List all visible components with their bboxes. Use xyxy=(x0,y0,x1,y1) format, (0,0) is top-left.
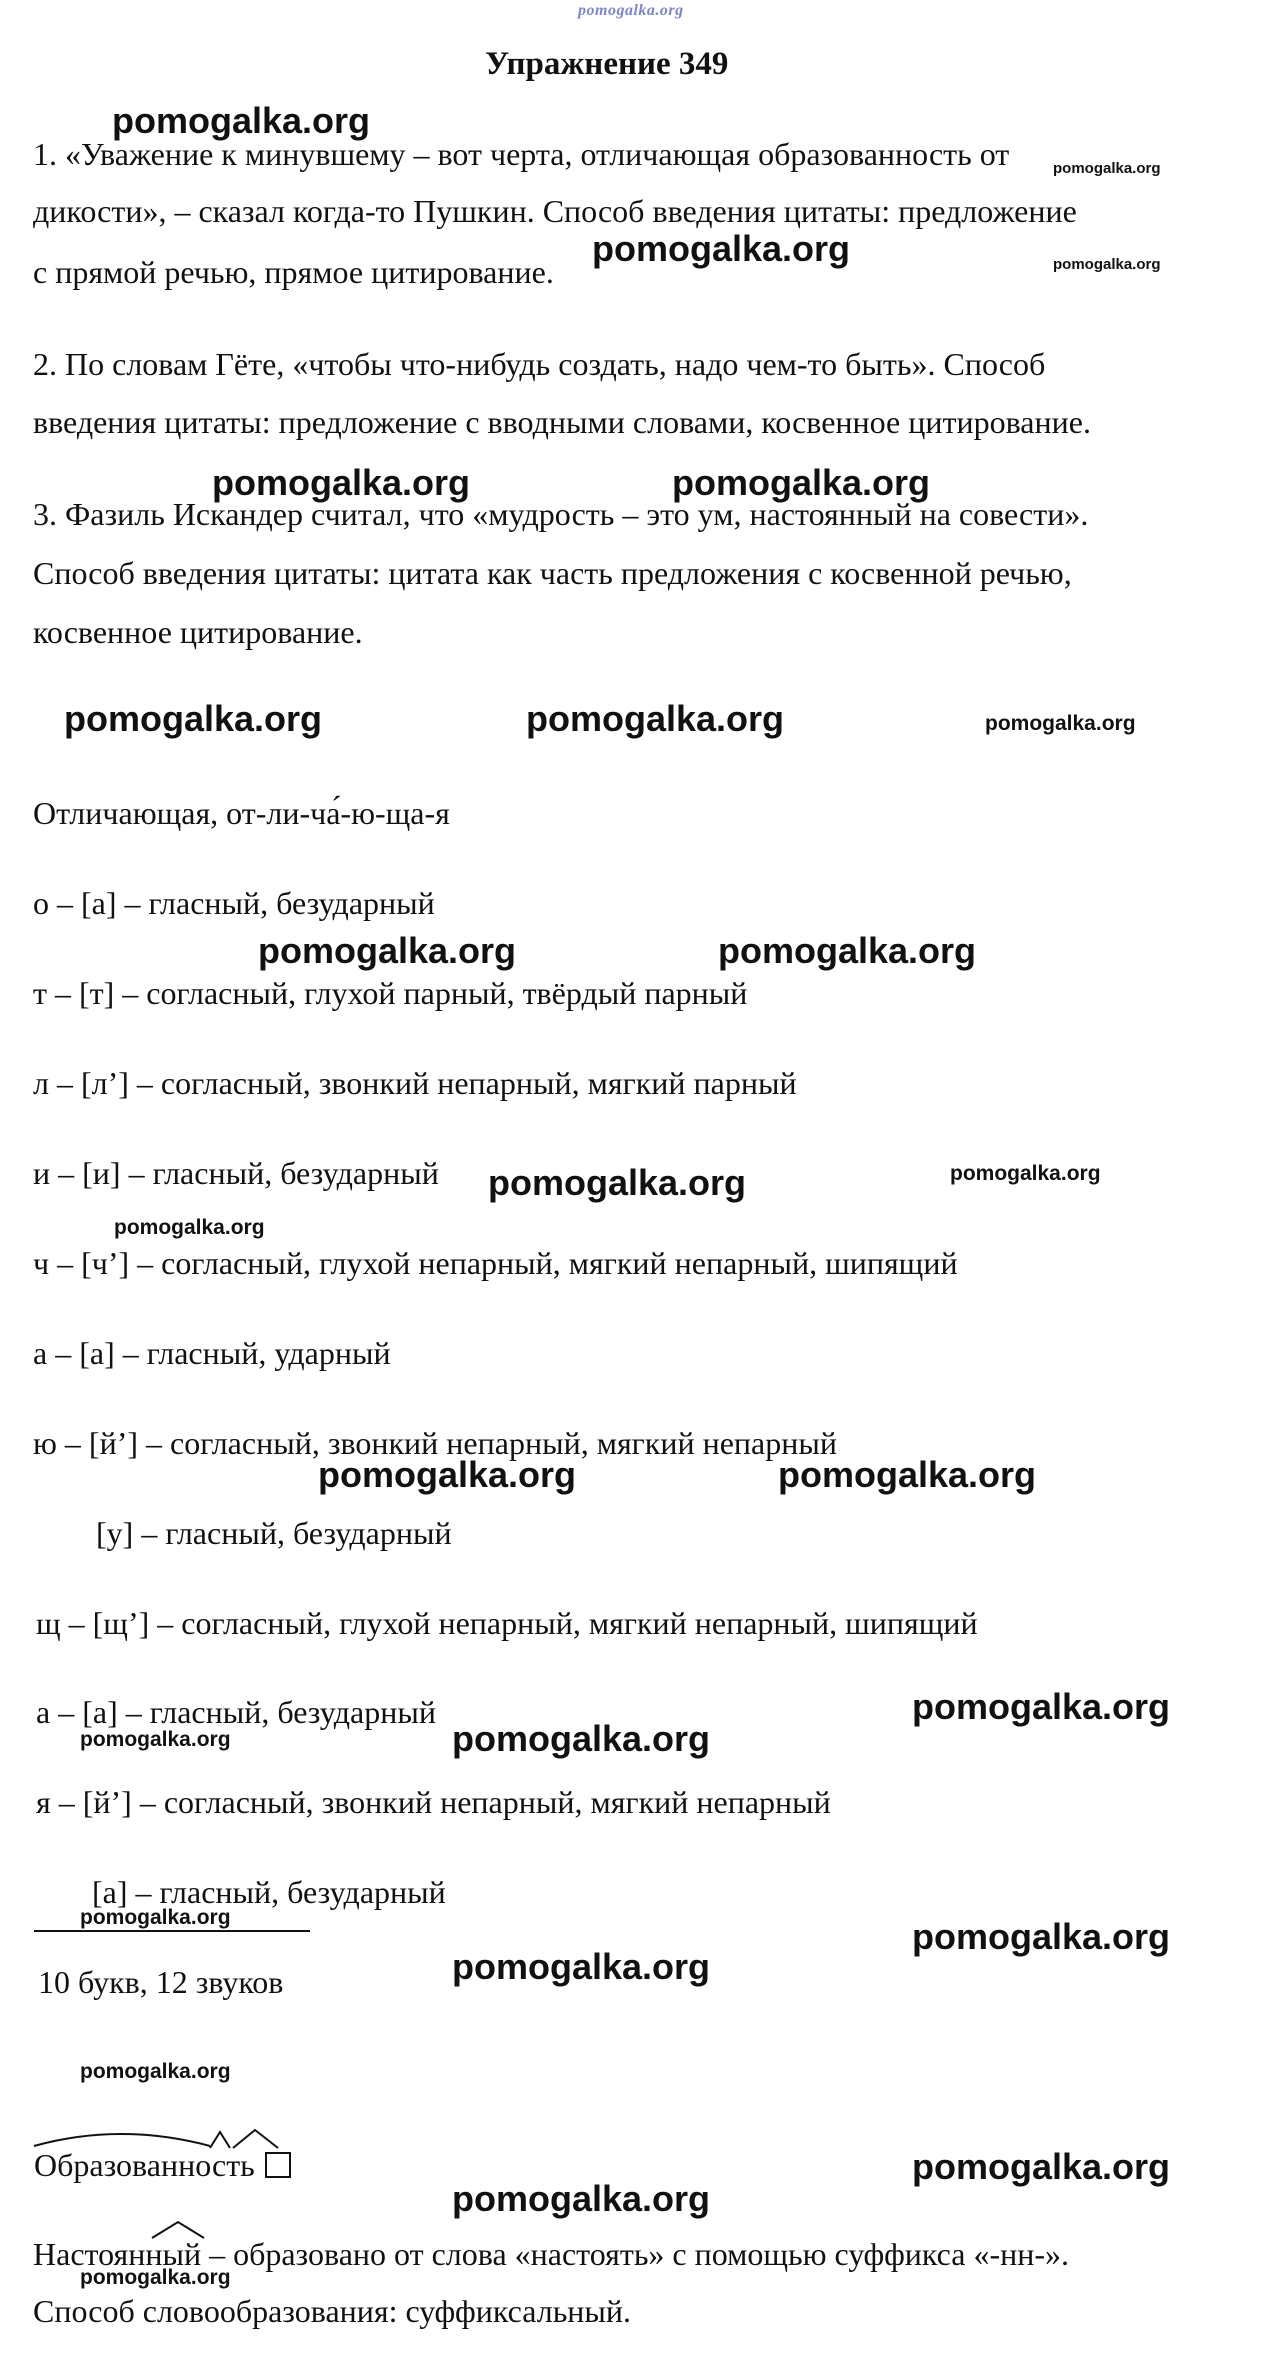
phonetic-line-8: [у] – гласный, безударный xyxy=(96,1515,452,1551)
phonetic-line-4: и – [и] – гласный, безударный xyxy=(33,1155,439,1191)
derivation-line-2: Способ словообразования: суффиксальный. xyxy=(33,2293,632,2329)
watermark: pomogalka.org xyxy=(718,930,977,971)
phonetic-word-line: Отличающая, от-ли-ча́-ю-ща-я xyxy=(33,795,450,831)
watermark: pomogalka.org xyxy=(452,2178,711,2219)
watermark: pomogalka.org xyxy=(258,930,517,971)
morpheme-marks-icon xyxy=(30,2124,300,2154)
paragraph-1-line-1: 1. «Уважение к минувшему – вот черта, отличающая образованность от xyxy=(33,136,1010,172)
watermark: pomogalka.org xyxy=(212,462,471,503)
watermark: pomogalka.org xyxy=(64,698,323,739)
watermark: pomogalka.org xyxy=(80,1728,231,1751)
site-link[interactable]: pomogalka.org xyxy=(578,2,684,19)
paragraph-1-line-3: с прямой речью, прямое цитирование. xyxy=(33,254,554,290)
ending-box-icon xyxy=(265,2152,291,2178)
phonetic-line-3: л – [л’] – согласный, звонкий непарный, мягкий парный xyxy=(33,1065,797,1101)
phonetic-line-10: а – [а] – гласный, безударный xyxy=(36,1694,436,1730)
phonetic-line-6: а – [а] – гласный, ударный xyxy=(33,1335,391,1371)
watermark: pomogalka.org xyxy=(112,100,371,141)
paragraph-3-line-2: Способ введения цитаты: цитата как часть предложения с косвенной речью, xyxy=(33,555,1072,591)
paragraph-2-line-2: введения цитаты: предложение с вводными словами, косвенное цитирование. xyxy=(33,404,1091,440)
morphemic-word-text: Образованность xyxy=(34,2147,255,2183)
watermark: pomogalka.org xyxy=(950,1162,1101,1185)
watermark: pomogalka.org xyxy=(526,698,785,739)
phonetic-line-11: я – [й’] – согласный, звонкий непарный, мягкий непарный xyxy=(36,1784,831,1820)
watermark: pomogalka.org xyxy=(778,1454,1037,1495)
watermark: pomogalka.org xyxy=(592,228,851,269)
phonetic-line-7: ю – [й’] – согласный, звонкий непарный, мягкий непарный xyxy=(33,1425,837,1461)
watermark: pomogalka.org xyxy=(672,462,931,503)
phonetic-line-5: ч – [ч’] – согласный, глухой непарный, мягкий непарный, шипящий xyxy=(33,1245,958,1281)
watermark: pomogalka.org xyxy=(912,2146,1171,2187)
watermark: pomogalka.org xyxy=(452,1718,711,1759)
derivation-line-1: Настоянный – образовано от слова «настоять» с помощью суффикса «-нн-». xyxy=(33,2236,1070,2272)
letters-sounds-summary: 10 букв, 12 звуков xyxy=(38,1964,284,2000)
watermark: pomogalka.org xyxy=(1053,160,1161,177)
phonetic-line-12: [а] – гласный, безударный xyxy=(92,1874,446,1910)
watermark: pomogalka.org xyxy=(80,2266,231,2289)
watermark: pomogalka.org xyxy=(80,2060,231,2083)
paragraph-2-line-1: 2. По словам Гёте, «чтобы что-нибудь создать, надо чем-то быть». Способ xyxy=(33,346,1046,382)
paragraph-3-line-1: 3. Фазиль Искандер считал, что «мудрость – это ум, настоянный на совести». xyxy=(33,496,1089,532)
phonetic-line-2: т – [т] – согласный, глухой парный, твёрдый парный xyxy=(33,975,748,1011)
page-title: Упражнение 349 xyxy=(485,46,729,82)
watermark: pomogalka.org xyxy=(452,1946,711,1987)
phonetic-line-1: о – [а] – гласный, безударный xyxy=(33,885,435,921)
watermark: pomogalka.org xyxy=(114,1216,265,1239)
suffix-caret-icon xyxy=(148,2218,208,2240)
phonetic-line-9: щ – [щ’] – согласный, глухой непарный, мягкий непарный, шипящий xyxy=(36,1605,978,1641)
watermark: pomogalka.org xyxy=(488,1162,747,1203)
summary-divider xyxy=(34,1930,310,1932)
watermark: pomogalka.org xyxy=(912,1916,1171,1957)
watermark: pomogalka.org xyxy=(985,712,1136,735)
watermark: pomogalka.org xyxy=(80,1906,231,1929)
watermark: pomogalka.org xyxy=(912,1686,1171,1727)
paragraph-3-line-3: косвенное цитирование. xyxy=(33,614,363,650)
paragraph-1-line-2: дикости», – сказал когда-то Пушкин. Способ введения цитаты: предложение xyxy=(33,193,1077,229)
watermark: pomogalka.org xyxy=(318,1454,577,1495)
watermark: pomogalka.org xyxy=(1053,256,1161,273)
